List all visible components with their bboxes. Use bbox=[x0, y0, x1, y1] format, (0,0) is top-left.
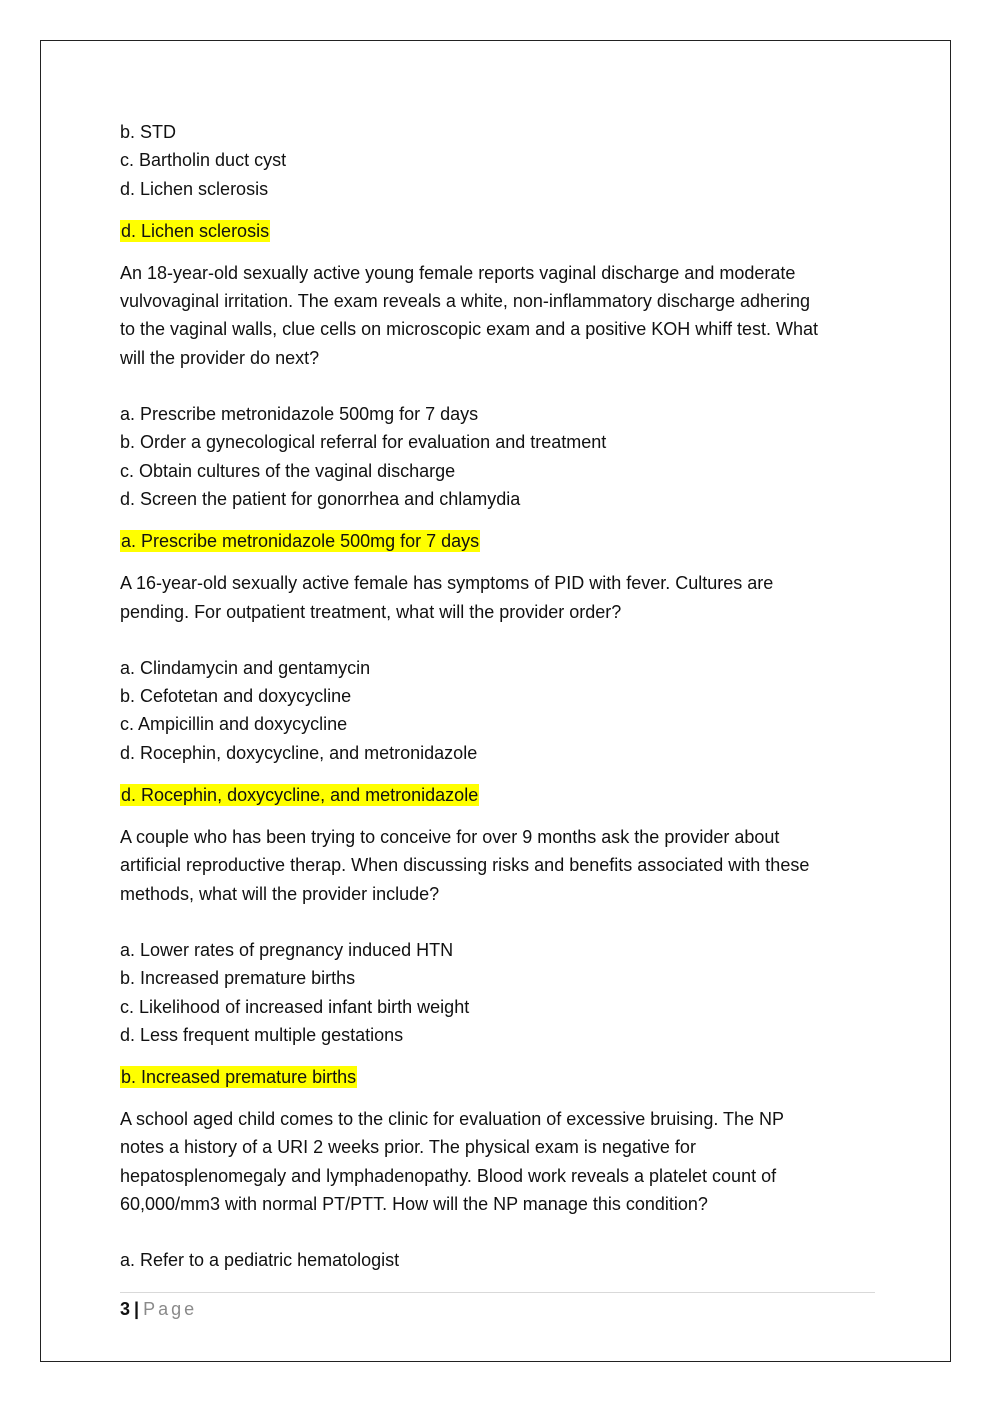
question-line: methods, what will the provider include? bbox=[120, 883, 440, 904]
answer-highlight bbox=[120, 781, 880, 809]
option: b. Increased premature births bbox=[120, 968, 356, 989]
option: a. Clindamycin and gentamycin bbox=[120, 657, 371, 678]
question-line: vulvovaginal irritation. The exam reveals a white, non-inflammatory discharge adhering bbox=[120, 291, 811, 312]
question-line: A school aged child comes to the clinic for evaluation of excessive bruising. The NP bbox=[120, 1109, 785, 1130]
options-list bbox=[120, 654, 880, 767]
answer-highlight bbox=[120, 527, 880, 555]
option: d. Screen the patient for gonorrhea and chlamydia bbox=[120, 488, 521, 509]
options-list bbox=[120, 400, 880, 513]
question-block bbox=[120, 1105, 880, 1274]
question-text bbox=[120, 569, 880, 626]
option: a. Lower rates of pregnancy induced HTN bbox=[120, 939, 454, 960]
question-line: will the provider do next? bbox=[120, 347, 320, 368]
option: d. Rocephin, doxycycline, and metronidazole bbox=[120, 742, 478, 763]
document-body bbox=[120, 118, 880, 1275]
question-line: notes a history of a URI 2 weeks prior. The physical exam is negative for bbox=[120, 1137, 696, 1158]
question-line: A couple who has been trying to conceive for over 9 months ask the provider about bbox=[120, 827, 780, 848]
question-text bbox=[120, 823, 880, 908]
question-text bbox=[120, 259, 880, 372]
option: b. STD bbox=[120, 122, 177, 142]
answer-text: d. Rocephin, doxycycline, and metronidazole bbox=[121, 785, 479, 806]
question-line: hepatosplenomegaly and lymphadenopathy. Blood work reveals a platelet count of bbox=[120, 1165, 777, 1186]
option: a. Prescribe metronidazole 500mg for 7 days bbox=[120, 404, 479, 425]
options-list bbox=[120, 118, 880, 203]
question-line: A 16-year-old sexually active female has symptoms of PID with fever. Cultures are bbox=[120, 573, 774, 594]
option: c. Ampicillin and doxycycline bbox=[120, 714, 348, 735]
question-line: pending. For outpatient treatment, what will the provider order? bbox=[120, 601, 622, 622]
question-line: to the vaginal walls, clue cells on microscopic exam and a positive KOH whiff test. What bbox=[120, 319, 818, 340]
option: c. Obtain cultures of the vaginal discharge bbox=[120, 460, 456, 481]
question-block bbox=[120, 823, 880, 1091]
answer-text: a. Prescribe metronidazole 500mg for 7 days bbox=[121, 531, 480, 552]
question-line: artificial reproductive therap. When discussing risks and benefits associated with these bbox=[120, 855, 810, 876]
page-label: Page bbox=[143, 1299, 198, 1319]
answer-highlight bbox=[120, 1063, 880, 1091]
option: c. Likelihood of increased infant birth weight bbox=[120, 996, 470, 1017]
option: a. Refer to a pediatric hematologist bbox=[120, 1250, 400, 1271]
option: b. Cefotetan and doxycycline bbox=[120, 686, 352, 707]
answer-text: b. Increased premature births bbox=[121, 1067, 357, 1088]
question-line: An 18-year-old sexually active young female reports vaginal discharge and moderate bbox=[120, 262, 796, 283]
page-number: 3 bbox=[120, 1299, 131, 1319]
answer-highlight bbox=[120, 217, 880, 245]
question-block bbox=[120, 259, 880, 555]
question-line: 60,000/mm3 with normal PT/PTT. How will the NP manage this condition? bbox=[120, 1194, 708, 1215]
option: b. Order a gynecological referral for evaluation and treatment bbox=[120, 432, 607, 453]
footer-separator: | bbox=[134, 1299, 140, 1319]
page-footer bbox=[120, 1292, 875, 1321]
answer-text: d. Lichen sclerosis bbox=[121, 220, 270, 241]
option: d. Less frequent multiple gestations bbox=[120, 1024, 404, 1045]
question-block bbox=[120, 118, 880, 245]
option: c. Bartholin duct cyst bbox=[120, 150, 287, 171]
option: d. Lichen sclerosis bbox=[120, 178, 269, 199]
question-block bbox=[120, 569, 880, 809]
question-text bbox=[120, 1105, 880, 1218]
options-list bbox=[120, 1246, 880, 1274]
options-list bbox=[120, 936, 880, 1049]
